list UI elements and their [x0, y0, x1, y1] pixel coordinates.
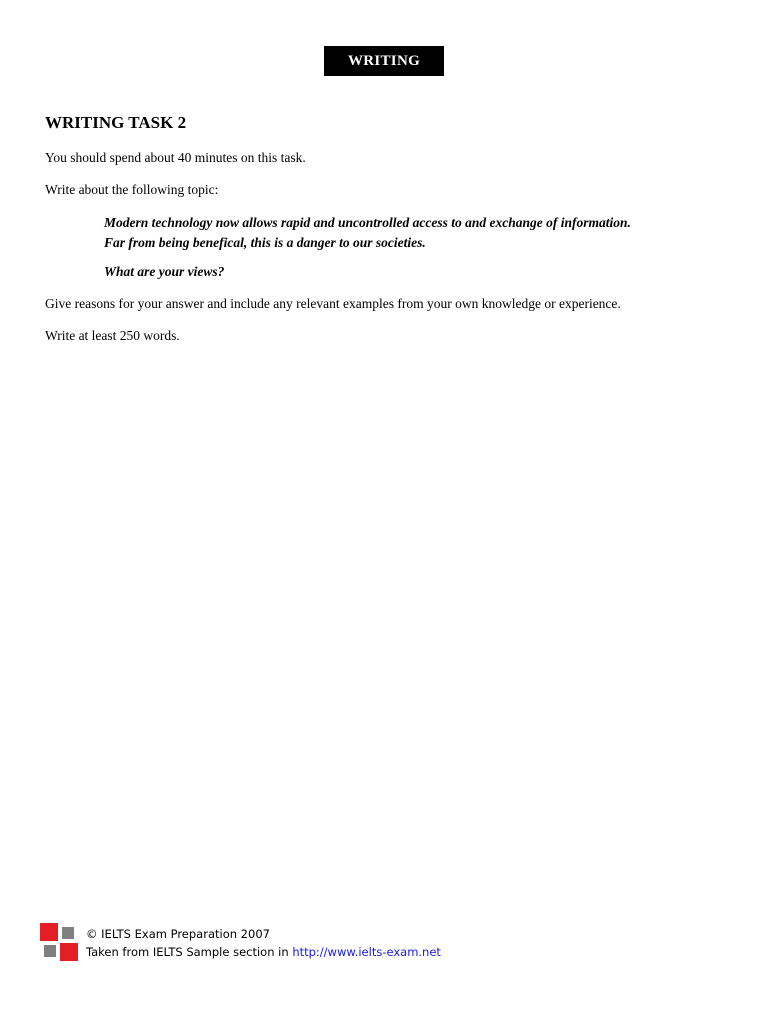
footer-source: [86, 943, 441, 961]
topic-line: Modern technology now allows rapid and uncontrolled access to and exchange of information.: [104, 215, 631, 230]
topic-intro: Write about the following topic:: [45, 182, 219, 197]
word-count-instruction: Write at least 250 words.: [45, 328, 180, 343]
source-link[interactable]: http://www.ielts-exam.net: [292, 945, 441, 959]
footer-text: [86, 925, 441, 961]
reasons-instruction: Give reasons for your answer and include any relevant examples from your own knowledge or experience.: [45, 296, 621, 311]
footer-source-prefix: Taken from IELTS Sample section in: [86, 945, 293, 959]
logo-squares-icon: [40, 923, 78, 961]
section-header-label: WRITING: [347, 52, 421, 69]
footer-copyright: © IELTS Exam Preparation 2007: [86, 927, 270, 941]
topic-line: Far from being benefical, this is a danger to our societies.: [104, 235, 426, 250]
topic-statement: [104, 213, 631, 253]
section-header: [324, 46, 444, 76]
time-instruction: You should spend about 40 minutes on this task.: [45, 150, 306, 165]
topic-question: What are your views?: [104, 264, 225, 279]
task-title: WRITING TASK 2: [45, 113, 187, 132]
